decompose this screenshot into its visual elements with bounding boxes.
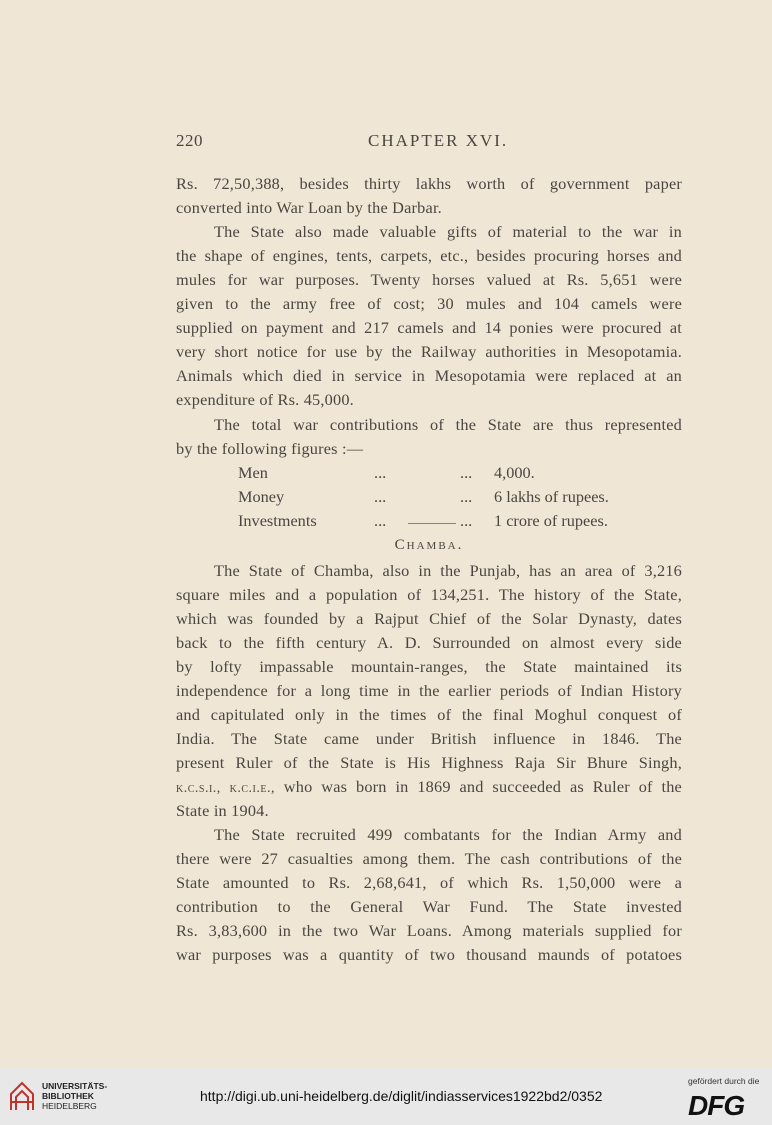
text-line: very short notice for use by the Railway authorities in Mesopotamia.: [176, 342, 682, 361]
text-line: converted into War Loan by the Darbar.: [176, 198, 442, 217]
leader-dots: ...: [374, 511, 387, 530]
text-line: by the following figures :—: [176, 439, 364, 458]
text-line: India. The State came under British influence in 1846. The: [176, 729, 682, 748]
text-line: State amounted to Rs. 2,68,641, of which Rs. 1,50,000 were a: [176, 873, 682, 892]
text-line: the shape of engines, tents, carpets, etc., besides procuring horses and: [176, 246, 682, 265]
contribution-item: Men: [238, 463, 268, 482]
page-number: 220: [176, 131, 203, 150]
text-line: independence for a long time in the earlier periods of Indian History: [176, 681, 682, 700]
text-line: given to the army free of cost; 30 mules and 104 camels were: [176, 294, 682, 313]
text-line: square miles and a population of 134,251. The history of the State,: [176, 585, 682, 604]
text-line: by lofty impassable mountain-ranges, the State maintained its: [176, 657, 682, 676]
funded-by-label: gefördert durch die: [688, 1076, 760, 1086]
contribution-row: [238, 509, 658, 533]
text-line: Animals which died in service in Mesopotamia were replaced at an: [176, 366, 682, 385]
contribution-row: [238, 485, 658, 509]
section-heading: Chamba.: [394, 537, 464, 553]
contribution-value: 4,000.: [494, 463, 535, 482]
contribution-item: Investments: [238, 511, 317, 530]
page-header: [176, 131, 682, 155]
section-divider: [408, 523, 456, 524]
text-line: there were 27 casualties among them. The cash contributions of the: [176, 849, 682, 868]
text-line: State in 1904.: [176, 801, 269, 820]
text-line: supplied on payment and 217 camels and 14 ponies were procured at: [176, 318, 682, 337]
library-name: [42, 1081, 107, 1111]
contribution-value: 6 lakhs of rupees.: [494, 487, 609, 506]
chapter-title: CHAPTER XVI.: [368, 131, 509, 150]
text-line: and capitulated only in the times of the final Moghul conquest of: [176, 705, 682, 724]
leader-dots: ...: [374, 487, 387, 506]
library-logo-icon: [8, 1080, 36, 1112]
text-line: The total war contributions of the State are thus represented: [214, 415, 682, 434]
leader-dots: ...: [374, 463, 387, 482]
text-line: Rs. 3,83,600 in the two War Loans. Among materials supplied for: [176, 921, 682, 940]
text-line: contribution to the General War Fund. The State invested: [176, 897, 682, 916]
contribution-row: [238, 461, 658, 485]
text-line: which was founded by a Rajput Chief of the Solar Dynasty, dates: [176, 609, 682, 628]
library-name-line: UNIVERSITÄTS-: [42, 1081, 108, 1091]
library-name-line: HEIDELBERG: [42, 1101, 97, 1111]
text-line: The State recruited 499 combatants for the Indian Army and: [214, 825, 682, 844]
text-line: The State of Chamba, also in the Punjab, has an area of 3,216: [214, 561, 682, 580]
text-line: mules for war purposes. Twenty horses valued at Rs. 5,651 were: [176, 270, 682, 289]
viewer-footer: [0, 1068, 772, 1125]
text-line: The State also made valuable gifts of material to the war in: [214, 222, 682, 241]
text-line: war purposes was a quantity of two thousand maunds of potatoes: [176, 945, 682, 964]
leader-dots: ...: [460, 463, 473, 482]
text-line: back to the fifth century A. D. Surrounded on almost every side: [176, 633, 682, 652]
text-line: [176, 775, 682, 799]
honour-kcsi: k.c.s.i.,: [176, 781, 221, 796]
text-line: Rs. 72,50,388, besides thirty lakhs worth of government paper: [176, 174, 682, 193]
text-line: present Ruler of the State is His Highness Raja Sir Bhure Singh,: [176, 753, 682, 772]
contribution-value: 1 crore of rupees.: [494, 511, 608, 530]
leader-dots: ...: [460, 511, 473, 530]
dfg-logo[interactable]: DFG: [688, 1090, 745, 1121]
library-name-line: BIBLIOTHEK: [42, 1091, 94, 1101]
text-line: expenditure of Rs. 45,000.: [176, 390, 354, 409]
leader-dots: ...: [460, 487, 473, 506]
permalink-url[interactable]: http://digi.ub.uni-heidelberg.de/diglit/indiasservices1922bd2/0352: [200, 1088, 603, 1104]
contribution-item: Money: [238, 487, 285, 506]
honour-kcie: k.c.i.e.,: [229, 781, 275, 796]
text-fragment: who was born in 1869 and succeeded as Ruler of the: [274, 777, 682, 796]
